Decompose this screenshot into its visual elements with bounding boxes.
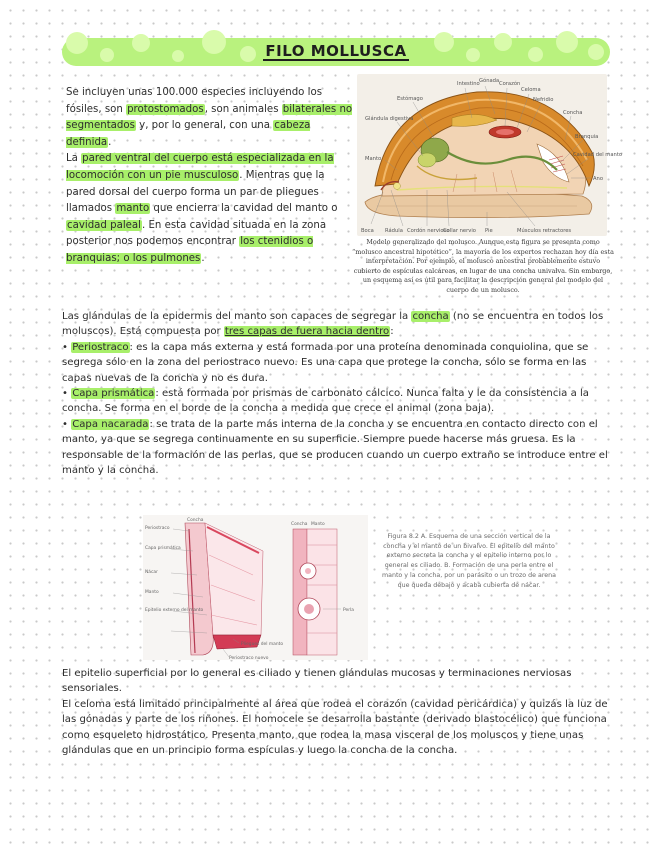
body-text: Las glándulas de la epidermis del manto son capaces de segregar la xyxy=(62,311,412,322)
bullet-marker: • xyxy=(62,341,68,353)
intro-text: Se incluyen unas 100.000 especies incluyendo los fósiles, son xyxy=(66,87,323,115)
shell-mantle-figure xyxy=(143,515,368,660)
figure-bottom-label: Nácar xyxy=(145,570,158,575)
epithelium-paragraph xyxy=(62,666,614,758)
figure-top-label: Collar nervio xyxy=(443,228,476,234)
figure-bottom-label: Manto xyxy=(311,522,325,527)
figure-bottom-label: Capa prismática xyxy=(145,546,181,551)
body-text: : se trata de la parte más interna de la concha y se encuentra en contacto directo con el manto, ya que se segrega continuamente en su superficie. Siempre puede hacerse más gruesa. Es la responsable de la formación de las perlas, que se producen cuando un cuerpo extraño se introduce entre el manto y la concha. xyxy=(62,418,608,477)
figure-bottom-label: Concha xyxy=(187,518,204,523)
highlight-cavidad-paleal: cavidad paleal xyxy=(67,219,141,231)
figure-bottom-label: Periostraco nuevo xyxy=(229,656,269,661)
intro-paragraph xyxy=(66,85,354,268)
figure-top-label: Glándula digestiva xyxy=(365,116,414,122)
intro-text: . En esta cavidad situada en la zona posterior nos podemos encontrar xyxy=(66,219,327,248)
body-text: (no se encuentra en todos los moluscos). Está compuesta por xyxy=(62,311,604,338)
mollusc-anatomy-illustration xyxy=(357,74,623,236)
bullet-marker: • xyxy=(62,388,68,400)
intro-text: y, por lo general, con una xyxy=(135,120,274,132)
figure-bottom-label: Epitelio externo del manto xyxy=(145,608,204,613)
shell-paragraph xyxy=(62,309,614,478)
intro-text: . xyxy=(108,136,112,148)
figure-bottom-label: Manto xyxy=(145,590,159,595)
intro-text: . Mientras que la pared dorsal del cuerpo forma un par de pliegues llamados xyxy=(66,169,325,215)
figure-bottom-label: Perla xyxy=(343,608,354,613)
highlight-bilaterales: bilaterales no segmentados xyxy=(66,103,353,132)
figure-top-label: Cavidad del manto xyxy=(573,152,623,158)
intro-text: . xyxy=(201,252,205,264)
intro-text: que encierra la cavidad del manto o xyxy=(150,203,338,215)
figure-top-label: Estómago xyxy=(397,96,423,102)
figure-top-label: Corazón xyxy=(499,81,521,87)
term-capa-prismatica: Capa prismática xyxy=(72,388,155,400)
body-text: El epitelio superficial por lo general es ciliado y tienen glándulas mucosas y terminaciones nerviosas sensoriales. xyxy=(62,668,572,695)
figure-top-label: Ano xyxy=(593,176,604,182)
term-capa-nacarada: Capa nacarada xyxy=(72,418,149,430)
figure-top-label: Gónada xyxy=(479,78,500,84)
highlight-concha: concha xyxy=(412,311,449,322)
body-text: El celoma está limitado principalmente al área que rodea el corazón (cavidad pericárdica) y quizás la luz de las gónadas y parte de los riñones. El homocele se desarrolla bastante (derivado blastocélico) que funciona como esqueleto hidrostático. Presenta manto, que rodea la masa visceral de los moluscos y tiene unas glándulas que en un principio forma espículas y luego la concha de la concha. xyxy=(62,698,608,757)
body-text: : está formada por prismas de carbonato cálcico. Nunca falta y le da consistencia a la concha. Se forma en el borde de la concha a medida que crece el animal (zona baja). xyxy=(62,388,589,415)
figure-top-label: Branquia xyxy=(575,134,599,140)
highlight-tres-capas: tres capas de fuera hacia dentro xyxy=(224,326,390,338)
figure-top-label: Cordón nervioso xyxy=(407,228,450,234)
figure-top-label: Manto xyxy=(365,156,382,162)
figure-bottom-label: Periostraco xyxy=(145,526,170,531)
intro-text: , son animales xyxy=(204,103,282,115)
mollusc-anatomy-figure xyxy=(357,74,623,236)
figure-top-label: Celoma xyxy=(521,87,541,93)
figure-top-label: Músculos retractores xyxy=(517,228,572,234)
figure-top-label: Rádula xyxy=(385,228,403,234)
title-banner xyxy=(62,38,610,66)
body-text: : xyxy=(390,326,394,338)
figure-top-label: Intestino xyxy=(457,81,480,87)
term-periostraco: Periostraco xyxy=(72,341,129,353)
highlight-manto: manto xyxy=(116,203,150,215)
figure-top-caption: Modelo generalizado del molusco. Aunque esta figura se presenta como “molusco ancestral hipotético”, la mayoría de los expertos rechazan hoy día esta interpretación. Por ejemplo, el molusco ancestral probablemente estuvo cubierto de espículas calcáreas, en lugar de una concha univalva. Sin embargo, un esquema así es útil para facilitar la descripción general del modelo del cuerpo de un molusco. xyxy=(352,238,614,294)
shell-mantle-illustration xyxy=(143,515,368,660)
highlight-protostomados: protostomados xyxy=(127,103,204,115)
bullet-marker: • xyxy=(62,418,68,430)
figure-bottom-caption: Figura 8.2 A. Esquema de una sección vertical de la concha y el manto de un bivalvo. El epitelio del manto externo secreta la concha y el epitelio interno por lo general es ciliado. B. Formación de una perla entre el manto y la concha, por un parásito o un trozo de arena que queda debajo y acaba cubierta de nácar. xyxy=(381,533,557,589)
figure-bottom-label: Pliegues del manto xyxy=(241,642,284,647)
highlight-pared-ventral: pared ventral del cuerpo está especializada en la locomoción con un pie musculoso xyxy=(66,153,334,181)
figure-top-label: Boca xyxy=(361,228,374,234)
figure-top-label: Concha xyxy=(563,110,583,116)
figure-top-label: Nefridio xyxy=(533,97,554,103)
page-title: FILO MOLLUSCA xyxy=(265,42,407,60)
highlight-cabeza: cabeza definida xyxy=(66,120,311,148)
figure-bottom-label: Concha xyxy=(291,522,308,527)
intro-text: La xyxy=(66,153,82,165)
figure-top-label: Pie xyxy=(485,228,493,234)
body-text: : es la capa más externa y está formada por una proteína denominada conquiolina, que se segrega sólo en la zona del periostraco nuevo. Es una capa que protege la concha, sólo se forma en las capas nuevas de la concha y no es dura. xyxy=(62,341,589,384)
highlight-ctenidios: los ctenidios o branquias; o los pulmones xyxy=(66,236,314,264)
